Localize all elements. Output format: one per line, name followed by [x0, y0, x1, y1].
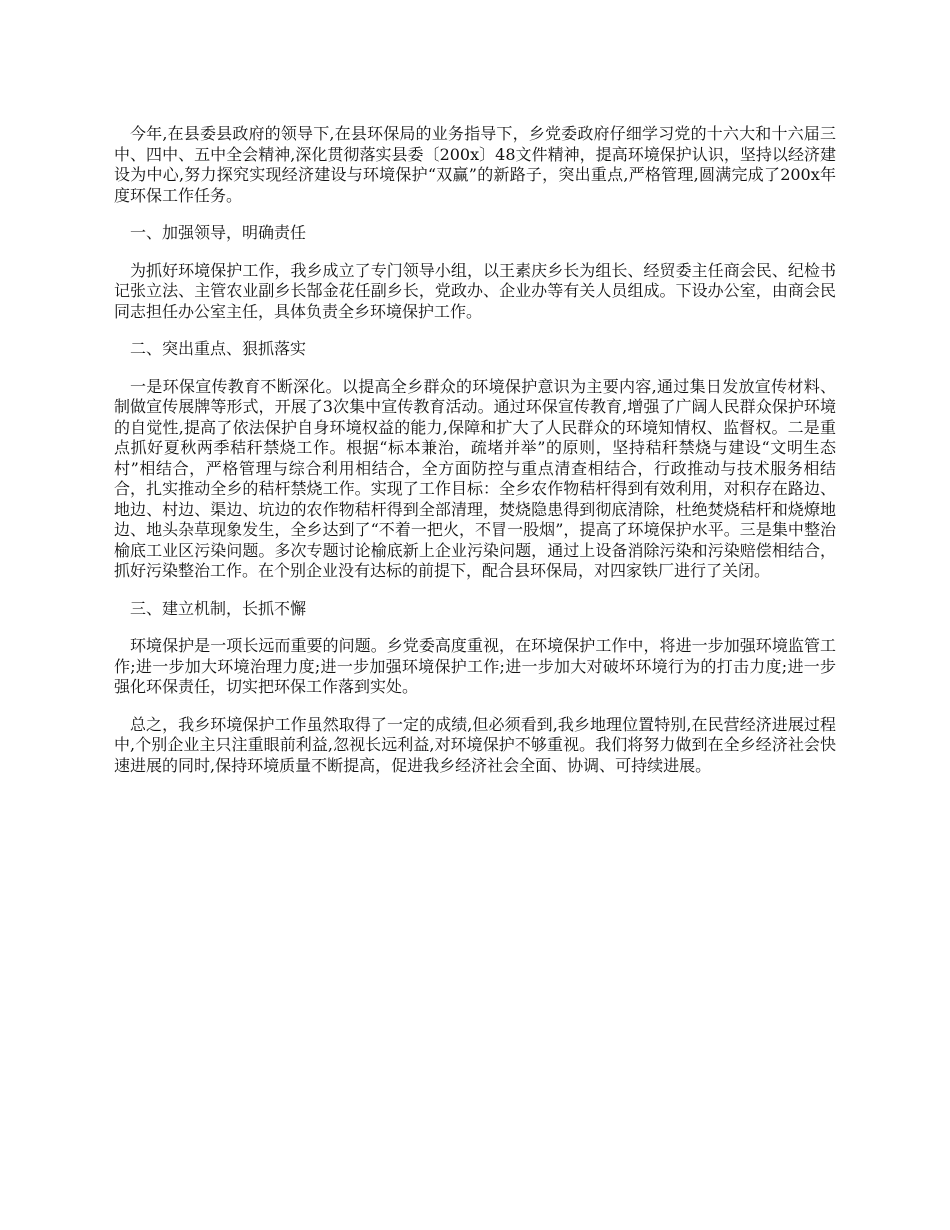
section-1-heading: 一、加强领导，明确责任 [130, 223, 307, 242]
document-page [114, 124, 836, 793]
conclusion-paragraph: 总之，我乡环境保护工作虽然取得了一定的成绩,但必须看到,我乡地理位置特别,在民营经济进展过程中,个别企业主只注重眼前利益,忽视长远利益,对环境保护不够重视。我们将努力做到在全乡经济社会快速进展的同时,保持环境质量不断提高，促进我乡经济社会全面、协调、可持续进展。 [114, 714, 836, 775]
section-3-paragraph: 环境保护是一项长远而重要的问题。乡党委高度重视，在环境保护工作中，将进一步加强环境监管工作;进一步加大环境治理力度;进一步加强环境保护工作;进一步加大对破坏环境行为的打击力度;进一步强化环保责任，切实把环保工作落到实处。 [114, 636, 836, 696]
section-2-heading: 二、突出重点、狠抓落实 [130, 339, 307, 358]
intro-paragraph: 今年,在县委县政府的领导下,在县环保局的业务指导下，乡党委政府仔细学习党的十六大和十六届三中、四中、五中全会精神,深化贯彻落实县委〔200x〕48文件精神，提高环境保护认识，坚持以经济建设为中心,努力探究实现经济建设与环境保护“双赢”的新路子，突出重点,严格管理,圆满完成了200x年度环保工作任务。 [114, 124, 836, 205]
section-2-paragraph: 一是环保宣传教育不断深化。以提高全乡群众的环境保护意识为主要内容,通过集日发放宣传材料、制做宣传展牌等形式，开展了3次集中宣传教育活动。通过环保宣传教育,增强了广阔人民群众保护环境的自觉性,提高了依法保护自身环境权益的能力,保障和扩大了人民群众的环境知情权、监督权。二是重点抓好夏秋两季秸秆禁烧工作。根据“标本兼治，疏堵并举”的原则，坚持秸秆禁烧与建设“文明生态村”相结合，严格管理与综合利用相结合，全方面防控与重点清查相结合，行政推动与技术服务相结合，扎实推动全乡的秸杆禁烧工作。实现了工作目标：全乡农作物秸杆得到有效利用，对积存在路边、地边、村边、渠边、坑边的农作物秸杆得到全部清理，焚烧隐患得到彻底清除，杜绝焚烧秸杆和烧燎地边、地头杂草现象发生，全乡达到了“不着一把火，不冒一股烟”，提高了环境保护水平。三是集中整治榆底工业区污染问题。多次专题讨论榆底新上企业污染问题，通过上设备消除污染和污染赔偿相结合，抓好污染整治工作。在个别企业没有达标的前提下，配合县环保局，对四家铁厂进行了关闭。 [114, 376, 836, 580]
section-1-paragraph: 为抓好环境保护工作，我乡成立了专门领导小组，以王素庆乡长为组长、经贸委主任商会民、纪检书记张立法、主管农业副乡长郜金花任副乡长，党政办、企业办等有关人员组成。下设办公室，由商会民同志担任办公室主任，具体负责全乡环境保护工作。 [114, 260, 836, 321]
section-3-heading: 三、建立机制，长抓不懈 [130, 598, 307, 618]
